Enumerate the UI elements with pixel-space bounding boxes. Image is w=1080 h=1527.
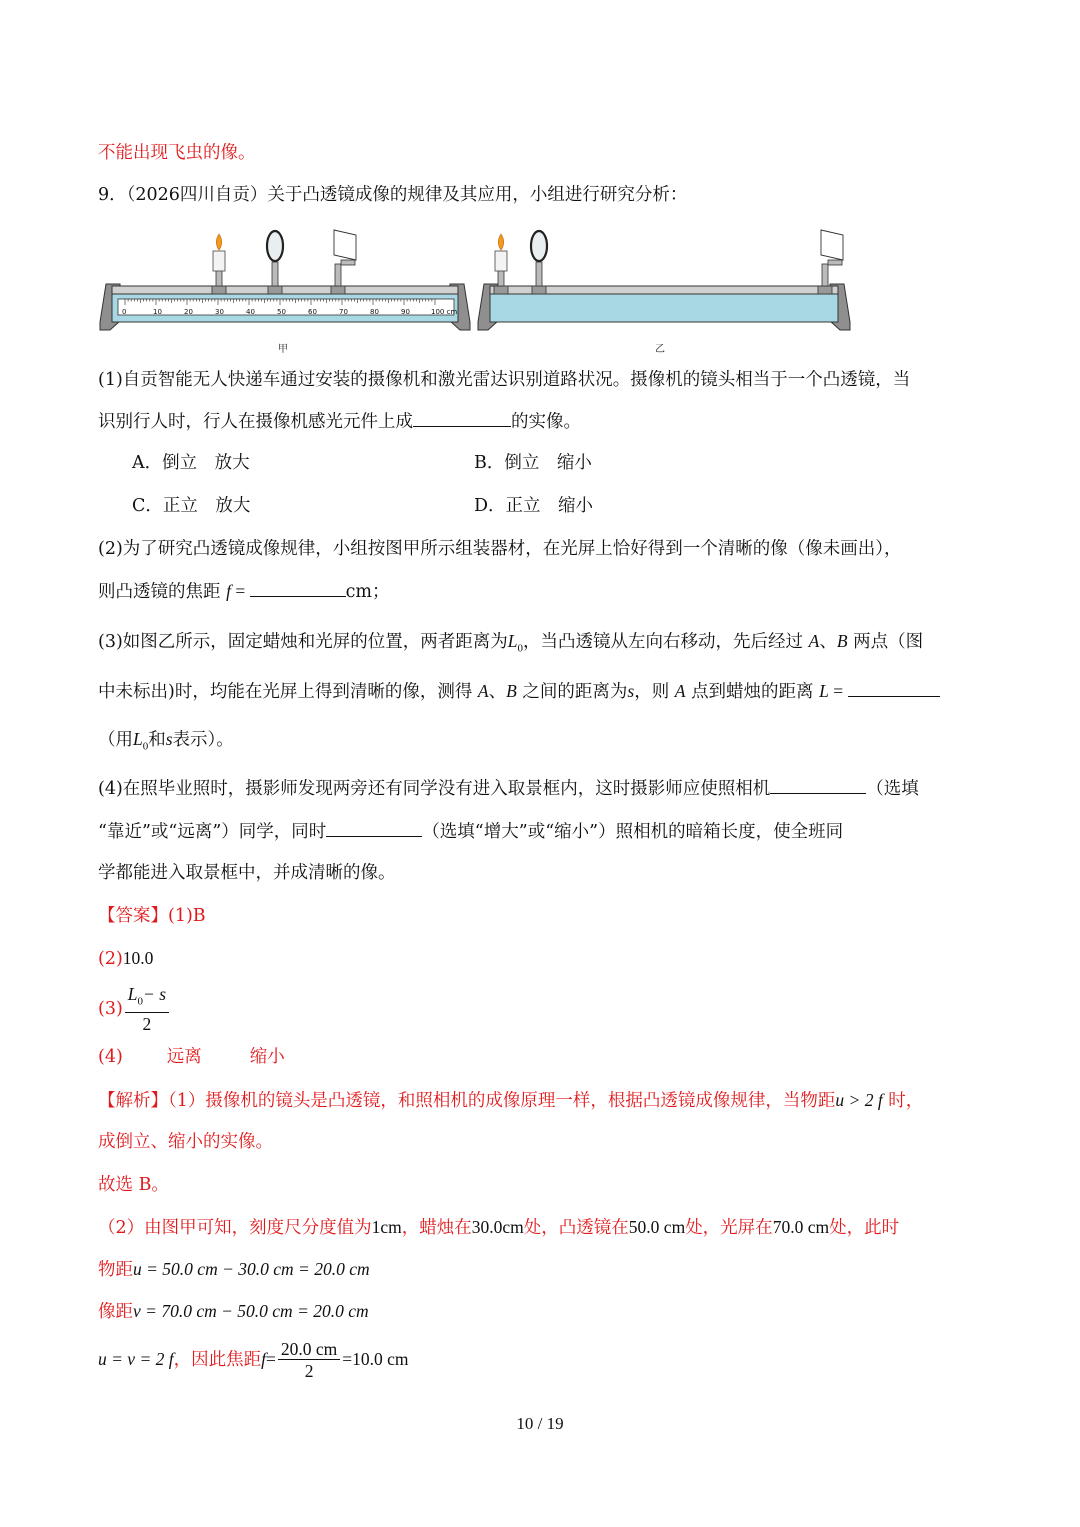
question-heading: 9．（2026四川自贡）关于凸透镜成像的规律及其应用，小组进行研究分析： [98,185,688,205]
analysis-line1: 【解析】（1）摄像机的镜头是凸透镜，和照相机的成像原理一样，根据凸透镜成像规律，当物距u > 2 f 时， [98,1090,924,1111]
analysis-line5: 物距u = 50.0 cm − 30.0 cm = 20.0 cm [98,1259,370,1280]
analysis-label: 【解析】 [98,1091,168,1111]
figure-optical-bench [98,226,858,356]
ruler-tick-label: 50 [277,308,286,316]
part3-line2: 中未标出)时，均能在光屏上得到清晰的像，测得 A、B 之间的距离为s，则 A 点到蜡烛的距离 L = [98,678,940,705]
analysis-line6: 像距v = 70.0 cm − 50.0 cm = 20.0 cm [98,1301,369,1322]
part2-line1: (2)为了研究凸透镜成像规律，小组按图甲所示组装器材，在光屏上恰好得到一个清晰的像（像未画出）， [98,539,902,559]
part3-line1: (3)如图乙所示，固定蜡烛和光屏的位置，两者距离为$L_0$，当凸透镜从左向右移动，先后经过 A、B 两点（图 [98,631,924,655]
answer-line4: (4) 远离 缩小 [98,1047,285,1067]
blank-4[interactable] [770,775,866,794]
ruler-tick-label: 20 [184,308,193,316]
ruler-tick-label: 90 [401,308,410,316]
focal-fraction: $\frac{20.0 cm}{2}$ [278,1339,340,1382]
option-b[interactable]: B．倒立 缩小 [474,453,592,473]
answer-label: 【答案】 [98,906,168,926]
part1-line1: (1)自贡智能无人快递车通过安装的摄像机和激光雷达识别道路状况。摄像机的镜头相当于一个凸透镜，当 [98,370,911,390]
blank-3[interactable] [848,678,940,697]
ruler-tick-label: 60 [308,308,317,316]
ruler-tick-label: 70 [339,308,348,316]
bench-b [478,230,850,330]
blank-5[interactable] [326,818,422,837]
part1-line2: 识别行人时，行人在摄像机感光元件上成 的实像。 [98,408,581,435]
page-number: 10 / 19 [516,1414,564,1433]
blank-1[interactable] [413,408,511,427]
analysis-line3: 故选 B。 [98,1175,169,1195]
part4-line3: 学都能进入取景框中，并成清晰的像。 [98,863,396,883]
caption-jia: 甲 [278,344,288,355]
option-c[interactable]: C．正立 放大 [132,496,251,516]
part3-line3: （用$L_0$和s表示）。 [98,729,234,753]
previous-answer-tail: 不能出现飞虫的像。 [98,143,256,163]
answer-line3: (3) $\frac{L_0- s}{2}$ [98,984,171,1035]
blank-2[interactable] [250,578,346,597]
caption-yi: 乙 [655,344,665,355]
answer-line1: 【答案】(1)B [98,906,206,926]
part4-line2: “靠近”或“远离”）同学，同时 （选填“增大”或“缩小”）照相机的暗箱长度，使全班同 [98,818,843,845]
ruler-tick-label: 80 [370,308,379,316]
ruler-tick-label: 100 cm [431,308,458,316]
option-d[interactable]: D．正立 缩小 [474,496,594,516]
analysis-line7: u = v = 2 f，因此焦距f= $\frac{20.0 cm}{2}$ =10.0 cm [98,1339,409,1381]
option-a[interactable]: A．倒立 放大 [132,453,250,473]
ruler-tick-label: 40 [246,308,255,316]
part4-line1: (4)在照毕业照时，摄影师发现两旁还有同学没有进入取景框内，这时摄影师应使照相机 （选填 [98,775,919,802]
analysis-line2: 成倒立、缩小的实像。 [98,1132,273,1152]
analysis-line4: （2）由图甲可知，刻度尺分度值为1cm，蜡烛在30.0cm处，凸透镜在50.0 cm处，光屏在70.0 cm处，此时 [98,1217,900,1238]
answer-fraction: $\frac{L_0- s}{2}$ [125,984,169,1035]
answer-line2: (2)10.0 [98,948,154,969]
ruler-tick-label: 10 [153,308,162,316]
part2-line2: 则凸透镜的焦距 f = cm； [98,578,389,605]
ruler-tick-label: 0 [122,308,127,316]
ruler-tick-label: 30 [215,308,224,316]
optical-bench-diagram [98,226,858,356]
